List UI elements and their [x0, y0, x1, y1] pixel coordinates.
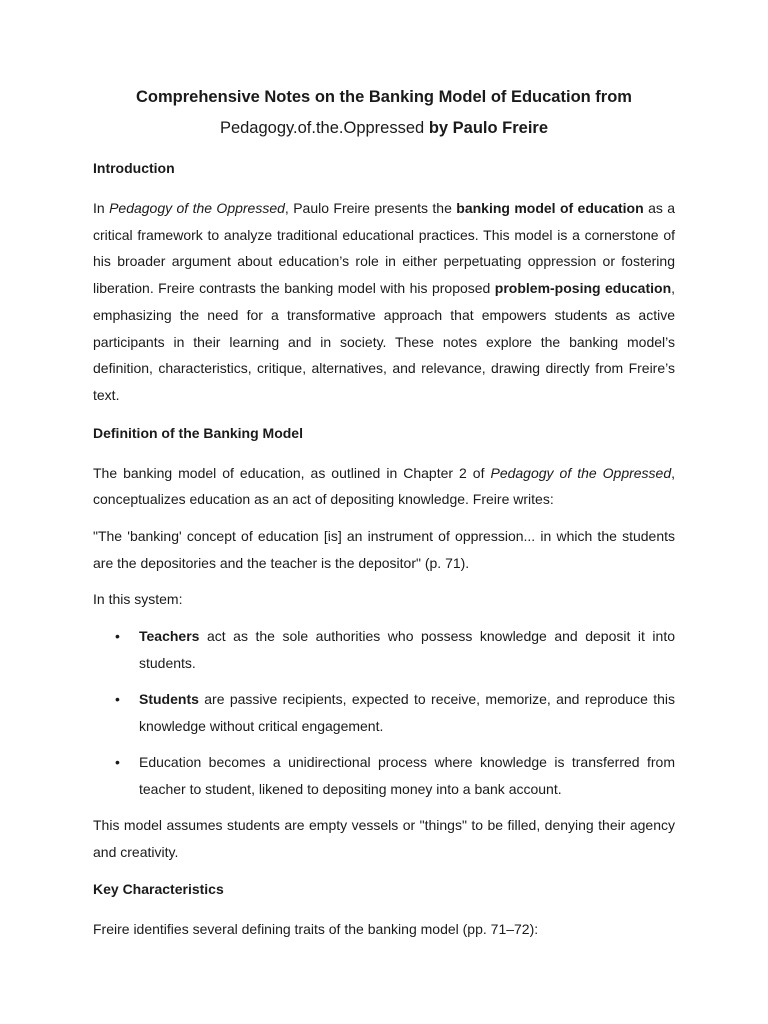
bullet-icon: • [115, 691, 120, 708]
closing-paragraph: This model assumes students are empty vessels or "things" to be filled, denying their agency and creativity. [93, 816, 675, 860]
title-author: by Paulo Freire [428, 119, 549, 137]
document-subtitle [93, 117, 675, 139]
document-content [93, 86, 675, 943]
characteristics-heading: Key Characteristics [93, 881, 224, 898]
title-book: Pedagogy.of.the.Oppressed [219, 119, 425, 137]
term-banking-model: banking model of education [456, 200, 644, 216]
bullet-icon: • [115, 753, 120, 770]
definition-paragraph: The banking model of education, as outlined in Chapter 2 of Pedagogy of the Oppressed, conceptualizes education as an act of depositing knowledge. Freire writes: [93, 464, 676, 508]
document-title: Comprehensive Notes on the Banking Model of Education from [136, 88, 632, 106]
bullet-icon: • [115, 628, 120, 645]
intro-paragraph: In Pedagogy of the Oppressed, Paulo Freire presents the banking model of education as a critical framework to analyze traditional educational practices. This model is a cornerstone of his broader argument about education’s role in either perpetuating oppression or fostering liberation. Freire contrasts the banking model with his proposed problem-posing education, emphasizing the need for a transformative approach that empowers students as active participants in their learning and in society. These notes explore the banking model’s definition, characteristics, critique, alternatives, and relevance, drawing directly from Freire’s text. [93, 200, 676, 403]
system-intro: In this system: [93, 591, 183, 608]
definition-heading: Definition of the Banking Model [93, 424, 303, 441]
book-title-italic: Pedagogy of the Oppressed [490, 464, 672, 481]
list-item: • Students are passive recipients, expected to receive, memorize, and reproduce this knowledge without critical engagement. [93, 686, 675, 739]
list-item: • Teachers act as the sole authorities who possess knowledge and deposit it into students. [93, 623, 675, 676]
quote-paragraph: "The 'banking' concept of education [is] an instrument of oppression... in which the students are the depositories and the teacher is the depositor" (p. 71). [93, 528, 675, 571]
book-title-italic: Pedagogy of the Oppressed [109, 200, 285, 216]
characteristics-paragraph: Freire identifies several defining traits of the banking model (pp. 71–72): [93, 921, 539, 938]
list-item: • Education becomes a unidirectional process where knowledge is transferred from teacher to student, likened to depositing money into a bank account. [93, 749, 675, 802]
bullet-list [93, 623, 675, 802]
term-problem-posing: problem-posing education [494, 280, 672, 297]
intro-heading: Introduction [93, 160, 175, 176]
